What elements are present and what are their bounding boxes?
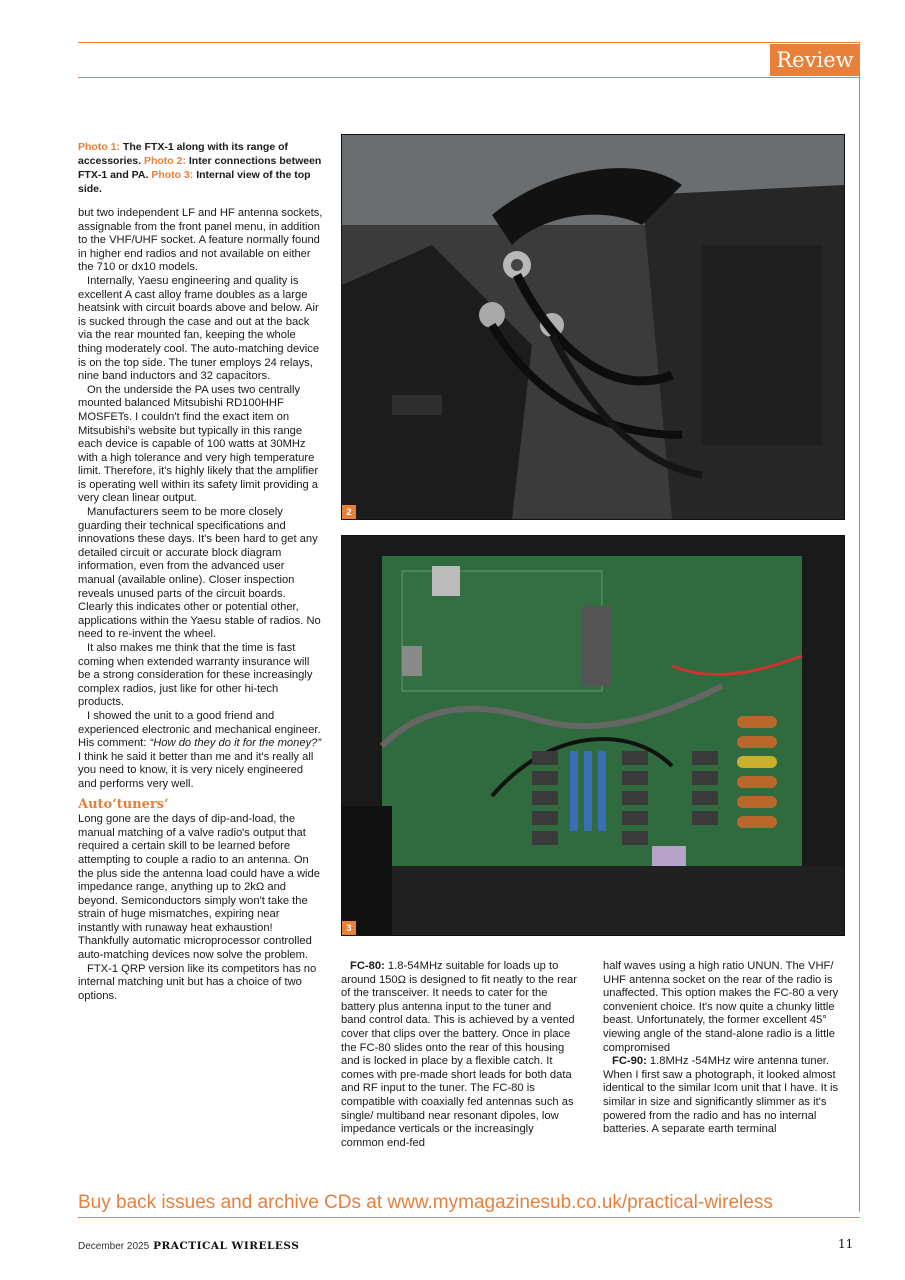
issue-date: December 2025 (78, 1241, 150, 1252)
body-paragraph (341, 960, 579, 1150)
body-paragraph: It also makes me think that the time is fast coming when extended warranty insurance will be a strong consideration for these increasingly complex radios, just like for other hi-tech products. (78, 642, 313, 709)
caption-photo1-label: Photo 1: (78, 141, 120, 153)
body-paragraph (78, 710, 323, 792)
body-paragraph: On the underside the PA uses two centrally mounted balanced Mitsubishi RD100HHF MOSFETs. I couldn't find the exact item on Mitsubishi's website but typically in this range each device is capable of 100 watts at 30MHz with a high tolerance and very high temperature limit. Therefore, it's highly likely that the amplifier is operating well within its safety limit providing a very clean linear output. (78, 383, 319, 505)
body-paragraph: Manufacturers seem to be more closely guarding their technical specifications and innovations these days. It's been hard to get any detailed circuit or accurate block diagram information, even from the advanced user manual (available online). Closer inspection reveals unused parts of the circuit boards. Clearly this indicates other or potential other, applications within the Yaesu stable of radios. No need to re-invent the wheel. (78, 506, 321, 641)
back-issues-banner[interactable]: Buy back issues and archive CDs at www.mymagazinesub.co.uk/practical-wireless (78, 1192, 773, 1213)
footer-issue (78, 1240, 299, 1252)
photo-3-illustration (342, 536, 844, 935)
header-rule (78, 42, 860, 43)
fc80-lead: FC-80: (350, 960, 385, 972)
middle-column (341, 960, 579, 1150)
quote-outro: I think he said it better than me and it's really all you need to know, it is very nicely engineered and performs very well. (78, 750, 314, 790)
page-number: 11 (838, 1237, 854, 1251)
caption-photo2-text: Inter connections between FTX-1 and PA. (78, 155, 322, 181)
photo-2-illustration (342, 135, 844, 519)
photo-2-number: 2 (342, 505, 356, 519)
caption-photo1-text: The FTX-1 along with its range of accessories. (78, 141, 289, 167)
caption-photo3-label: Photo 3: (151, 169, 194, 181)
caption-photo2-label: Photo 2: (143, 155, 186, 167)
photo-3-internal-view (341, 535, 845, 936)
body-paragraph: Internally, Yaesu engineering and quality is excellent A cast alloy frame doubles as a large heatsink with circuit boards above and below. Air is sucked through the case and out at the back via the rear mounted fan, keeping the whole thing moderately cool. The auto-matching device is on the top side. The tuner employs 24 relays, nine band inductors and 32 capacitors. (78, 274, 320, 383)
photo-2-interconnections (341, 134, 845, 520)
left-column (78, 207, 323, 1003)
body-paragraph: FTX-1 QRP version like its competitors has no internal matching unit but has a choice of two options. (78, 962, 317, 1002)
quote-text: “How do they do it for the money?” (149, 737, 322, 750)
page-right-rule (859, 42, 860, 1212)
caption-photo3-text: Internal view of the top side. (78, 169, 311, 195)
fc90-text: 1.8MHz -54MHz wire antenna tuner. When I first saw a photograph, it looked almost identical to the similar Icom unit that I have. It is similar in size and significantly slimmer as it's powered from the radio and has no internal batteries. A separate earth terminal (603, 1055, 839, 1136)
fc90-lead: FC-90: (612, 1055, 647, 1068)
section-label: Review (770, 44, 860, 76)
fc80-text: 1.8-54MHz suitable for loads up to around 150Ω is designed to fit neatly to the rear of the transceiver. It needs to cater for the battery plus antenna input to the tuner and band control data. This is achieved by a vented cover that clips over the battery. Once in place the FC-80 slides onto the rear of this housing and is locked in place by a flexible catch. It comes with pre-made short leads for both data and RF input to the tuner. The FC-80 is compatible with coaxially fed antennas such as single/ multiband near resonant dipoles, low impedance verticals or the increasingly common end-fed (341, 960, 577, 1149)
body-paragraph: Long gone are the days of dip-and-load, the manual matching of a valve radio's output that required a certain skill to be learned before attempting to couple a radio to an antenna. On the plus side the antenna load could have a wide impedance range, anything up to 2kΩ and beyond. Semiconductors simply won't take the strain of huge mismatches, expiring near instantly with runaway heat exhaustion! Thankfully automatic microprocessor controlled auto-matching devices now solve the problem. (78, 813, 320, 962)
magazine-title: PRACTICAL WIRELESS (153, 1240, 300, 1252)
body-paragraph (603, 1055, 845, 1137)
footer-rule (78, 1217, 860, 1218)
right-column (603, 960, 845, 1137)
body-paragraph: half waves using a high ratio UNUN. The VHF/ UHF antenna socket on the rear of the radio is unaffected. This option makes the FC-80 a very convenient choice. It's now quite a chunky little beast. Unfortunately, the former excellent 45° viewing angle of the stand-alone radio is a little compromised (603, 960, 839, 1054)
photo-caption (78, 140, 323, 196)
subheading-auto-tuners: Auto‘tuners’ (78, 796, 169, 812)
body-paragraph: but two independent LF and HF antenna sockets, assignable from the front panel menu, in addition to the VHF/UHF socket. A feature normally found in higher end radios and not available on either the 710 or dx10 models. (78, 207, 323, 274)
photo-3-number: 3 (342, 921, 356, 935)
header-underline (78, 77, 860, 78)
quote-intro: I showed the unit to a good friend and experienced electronic and mechanical engineer. His comment: (78, 709, 321, 750)
